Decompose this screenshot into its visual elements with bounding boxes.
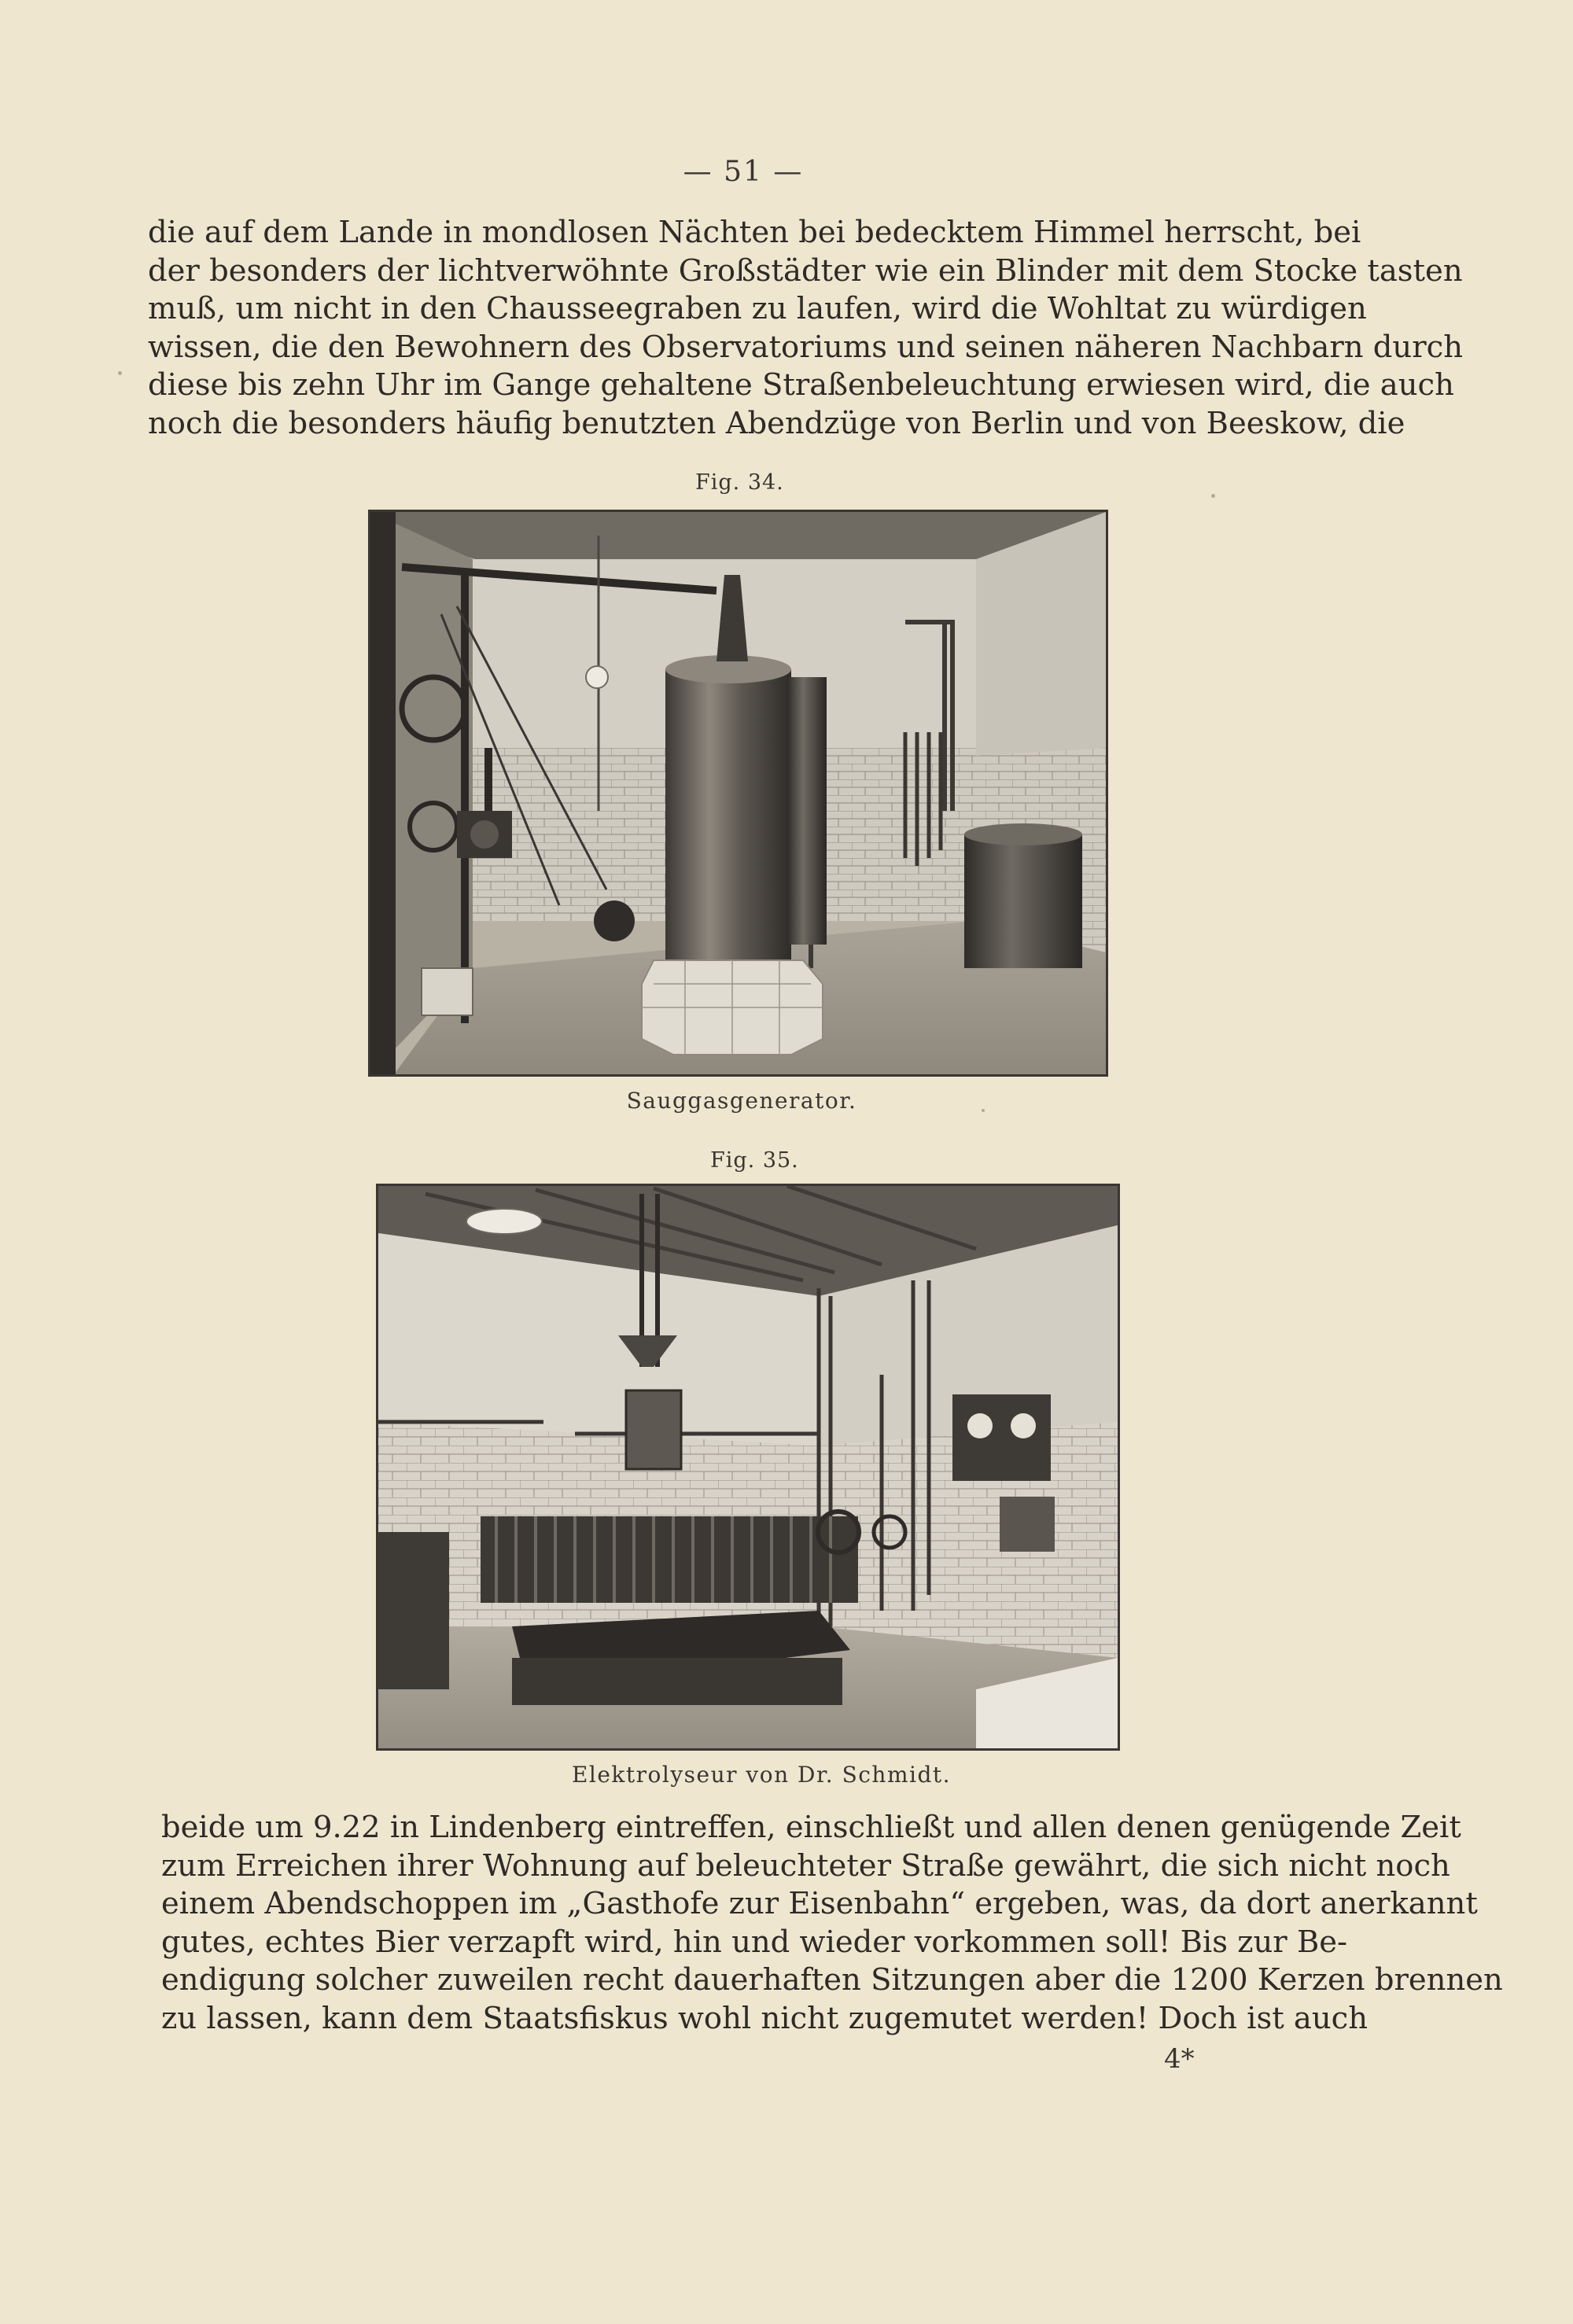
text-line: gutes, echtes Bier verzapft wird, hin und wieder vorkommen soll! Bis zur Be- bbox=[161, 1924, 1348, 1960]
paper-speck bbox=[1211, 494, 1215, 498]
text-line: muß, um nicht in den Chausseegraben zu laufen, wird die Wohltat zu würdigen bbox=[148, 291, 1367, 326]
gas-generator-illustration bbox=[370, 512, 1106, 1074]
text-line: beide um 9.22 in Lindenberg eintreffen, einschließt und allen denen genügende Zeit bbox=[161, 1810, 1461, 1845]
figure-35-photo bbox=[376, 1184, 1120, 1751]
text-line: noch die besonders häufig benutzten Abendzüge von Berlin und von Beeskow, die bbox=[148, 405, 1405, 441]
figure-35-caption: Elektrolyseur von Dr. Schmidt. bbox=[571, 1762, 952, 1788]
figure-35-label: Fig. 35. bbox=[710, 1148, 799, 1173]
figure-34-label: Fig. 34. bbox=[695, 470, 784, 495]
text-line: einem Abendschoppen im „Gasthofe zur Eisenbahn“ ergeben, was, da dort anerkannt bbox=[161, 1886, 1478, 1921]
text-line: wissen, die den Bewohnern des Observatoriums und seinen näheren Nachbarn durch bbox=[148, 329, 1463, 365]
text-line: zum Erreichen ihrer Wohnung auf beleuchteter Straße gewährt, die sich nicht noch bbox=[161, 1847, 1450, 1884]
top-paragraph bbox=[148, 214, 1463, 443]
text-line: der besonders der lichtverwöhnte Großstädter wie ein Blinder mit dem Stocke tasten bbox=[148, 252, 1463, 289]
text-line: die auf dem Lande in mondlosen Nächten bei bedecktem Himmel herrscht, bei bbox=[148, 215, 1361, 250]
bottom-paragraph bbox=[161, 1809, 1503, 2038]
text-line: zu lassen, kann dem Staatsfiskus wohl nicht zugemutet werden! Doch ist auch bbox=[161, 2000, 1369, 2036]
figure-34-caption: Sauggasgenerator. bbox=[626, 1088, 857, 1114]
signature-mark: 4* bbox=[1164, 2043, 1195, 2075]
paper-speck bbox=[982, 1109, 985, 1112]
text-line: endigung solcher zuweilen recht dauerhaften Sitzungen aber die 1200 Kerzen brennen bbox=[161, 1962, 1503, 1998]
page-number: — 51 — bbox=[683, 156, 804, 188]
paper-speck bbox=[118, 371, 122, 375]
figure-34-photo bbox=[368, 510, 1108, 1077]
electrolyser-illustration bbox=[378, 1186, 1118, 1748]
text-line: diese bis zehn Uhr im Gange gehaltene Straßenbeleuchtung erwiesen wird, die auch bbox=[148, 367, 1454, 403]
